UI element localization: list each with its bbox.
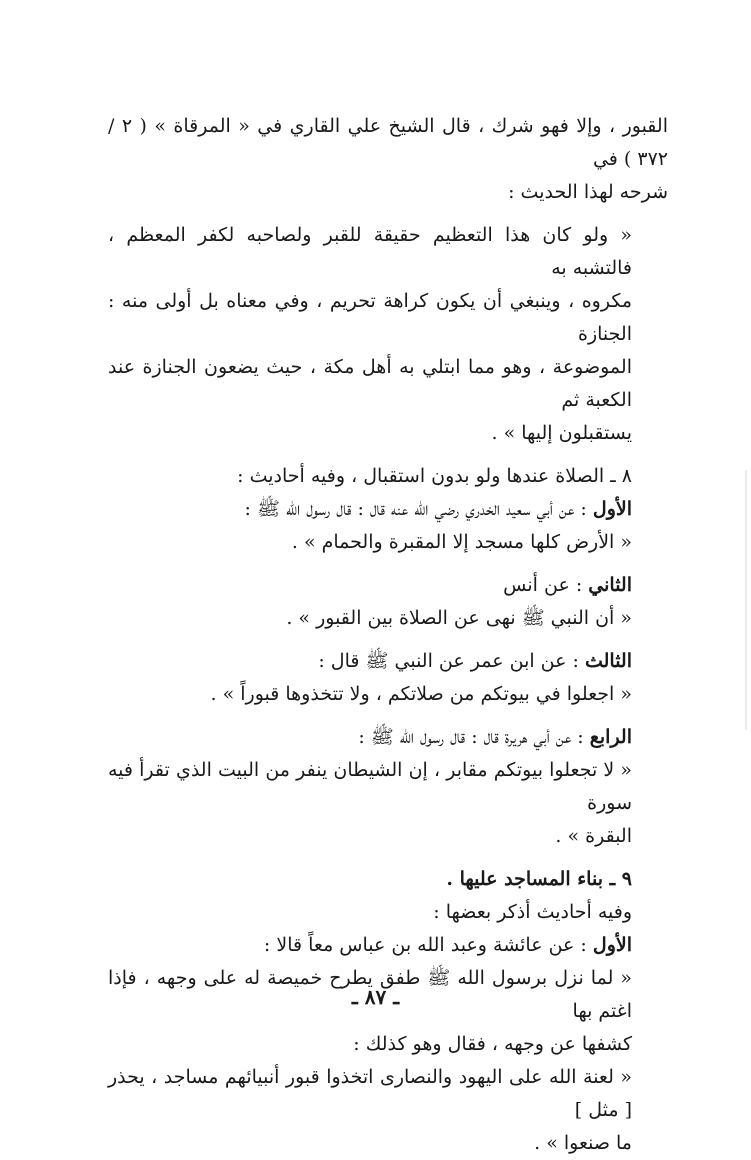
scan-edge-mark [745,470,747,730]
hadith-first [108,929,668,962]
section-9-subheading: وفيه أحاديث أذكر بعضها : [433,901,632,923]
text-line: « ولو كان هذا التعظيم حقيقة للقبر ولصاحبه لكفر المعظم ، فالتشبه به [108,224,632,279]
hadith-fourth [108,721,668,754]
hadith-label: الأول [592,498,632,520]
hadith-label: الرابع [589,726,632,748]
text-line: « لا تجعلوا بيوتكم مقابر ، إن الشيطان ينفر من البيت الذي تقرأ فيه سورة [108,759,632,814]
text-line: يستقبلون إليها » . [491,422,632,444]
page-number: ـ ٨٧ ـ [351,985,400,1009]
hadith-text: : عن أبي سعيد الخدري رضي الله عنه قال : قال رسول الله ﷺ : [244,498,593,520]
hadith-label: الأول [592,934,632,956]
text-line: « لعنة الله على اليهود والنصارى اتخذوا قبور أنبيائهم مساجد ، يحذر [ مثل ] [108,1066,632,1121]
quote-paragraph [108,219,668,450]
text-line: « لما نزل برسول الله ﷺ طفق يطرح خميصة له على وجهه ، فإذا اغتم بها [108,967,632,1022]
text-line: البقرة » . [555,825,632,847]
section-9-heading: ٩ ـ بناء المساجد عليها . [446,868,632,890]
hadith-label: الثالث [584,650,632,672]
hadith-text: : عن عائشة وعبد الله بن عباس معاً قالا : [263,934,593,956]
hadith-quote [108,962,668,1061]
text-line: مكروه ، وينبغي أن يكون كراهة تحريم ، وفي معناه بل أولى منه : الجنازة [108,290,632,345]
section-8-heading: ٨ ـ الصلاة عندها ولو بدون استقبال ، وفيه أحاديث : [237,465,632,487]
hadith-second [108,569,668,602]
intro-paragraph [108,110,668,209]
hadith-text: : عن ابن عمر عن النبي ﷺ قال : [318,650,585,672]
hadith-first [108,493,668,526]
text-line: شرحه لهذا الحديث : [508,181,668,203]
hadith-text: : عن أنس [503,574,589,596]
hadith-quote: « أن النبي ﷺ نهى عن الصلاة بين القبور » . [286,607,632,629]
text-line: القبور ، وإلا فهو شرك ، قال الشيخ علي القاري في « المرقاة » ( ٢ / ٣٧٢ ) في [108,115,668,170]
text-line: الموضوعة ، وهو مما ابتلي به أهل مكة ، حيث يضعون الجنازة عند الكعبة ثم [108,356,632,411]
hadith-quote: « اجعلوا في بيوتكم من صلاتكم ، ولا تتخذوها قبوراً » . [210,683,632,705]
hadith-quote [108,754,668,853]
hadith-quote: « الأرض كلها مسجد إلا المقبرة والحمام » . [291,531,632,553]
hadith-label: الثاني [588,574,632,596]
text-line: ما صنعوا » . [534,1132,632,1154]
text-line: كشفها عن وجهه ، فقال وهو كذلك : [353,1033,632,1055]
hadith-third [108,645,668,678]
hadith-quote [108,1061,668,1160]
hadith-text: : عن أبي هريرة قال : قال رسول الله ﷺ : [358,726,590,748]
